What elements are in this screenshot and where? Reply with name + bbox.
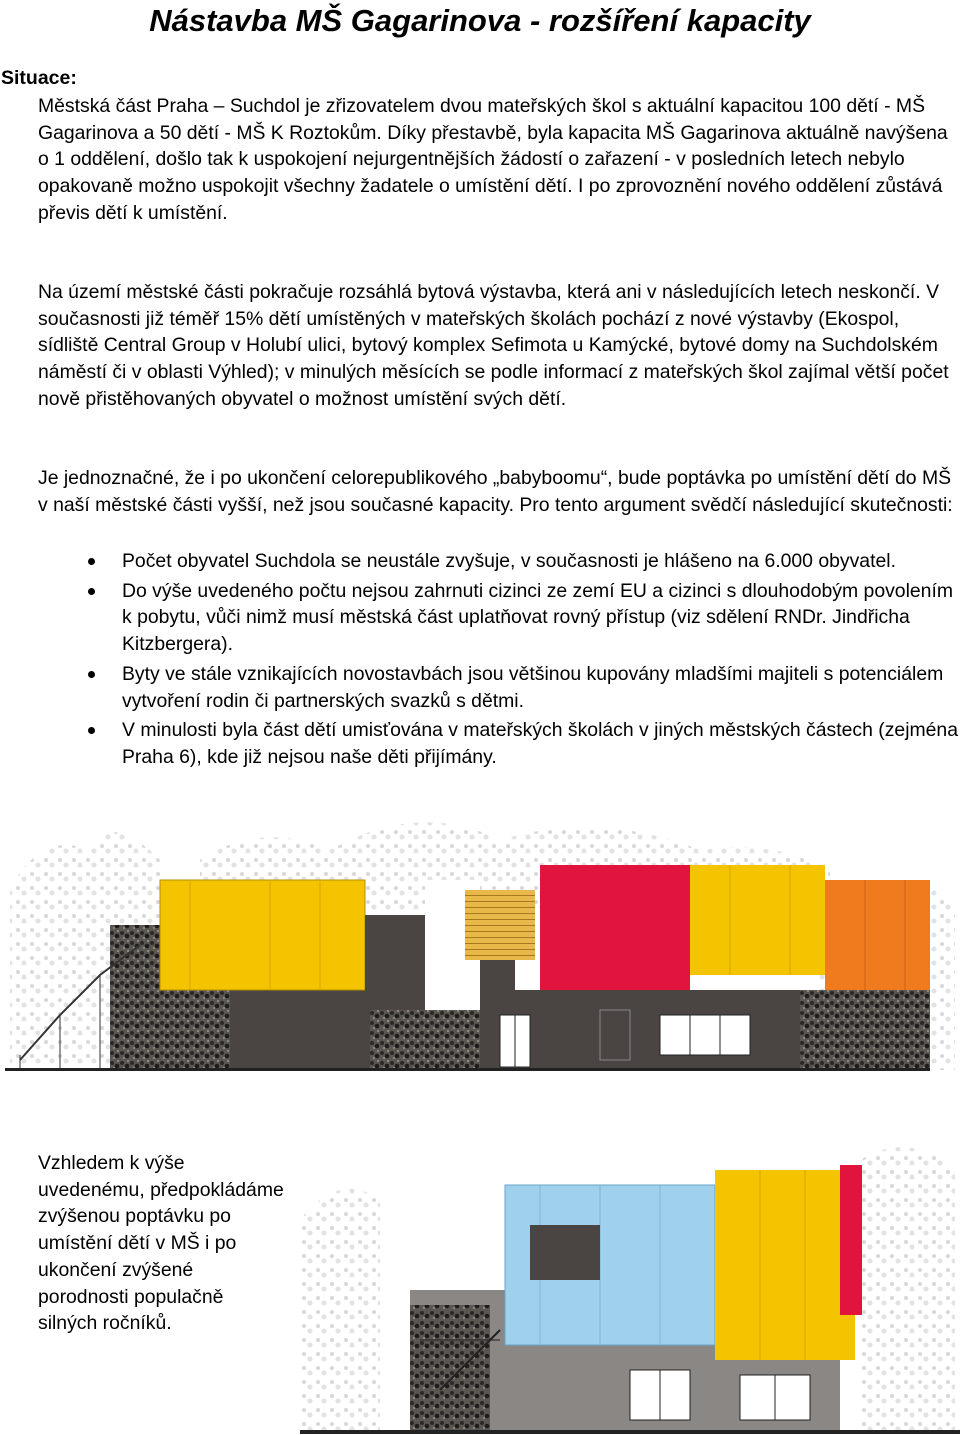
list-item: V minulosti byla část dětí umisťována v mateřských školách v jiných městských částech (zejména Praha 6), kde již nejsou naše děti přijímány. — [38, 717, 960, 770]
facade-elevation-side-image — [300, 1140, 960, 1435]
side-note: Vzhledem k výše uvedenému, předpokládáme zvýšenou poptávku po umístění dětí v MŠ i po ukončení zvýšené porodnosti populačně silných ročníků. — [38, 1152, 284, 1335]
paragraph-construction: Na území městské části pokračuje rozsáhlá bytová výstavba, která ani v následujících letech neskončí. V současnosti již téměř 15% dětí umístěných v mateřských školách pochází z nové výstavby (Ekospol, sídliště Central Group v Holubí ulici, bytový komplex Sefimota u Kamýcké, bytové domy na Suchdolském náměstí či v oblasti Výhled); v minulých měsících se podle informací z mateřských škol zajímal větší počet nově přistěhovaných obyvatel o možnost umístění svých dětí. — [38, 281, 949, 410]
list-item: Počet obyvatel Suchdola se neustále zvyšuje, v současnosti je hlášeno na 6.000 obyvatel. — [38, 548, 960, 575]
section-label-situace: Situace: — [1, 67, 77, 89]
page-title: Nástavba MŠ Gagarinova - rozšíření kapacity — [149, 3, 811, 38]
facts-list — [38, 548, 960, 774]
paragraph-intro: Městská část Praha – Suchdol je zřizovatelem dvou mateřských škol s aktuální kapacitou 100 dětí - MŠ Gagarinova a 50 dětí - MŠ K Roztokům. Díky přestavbě, byla kapacita MŠ Gagarinova aktuálně navýšena o 1 oddělení, došlo tak k uspokojení nejurgentnějších žádostí o zařazení - v posledních letech nebylo opakovaně možno uspokojit všechny žadatele o umístění dětí. I po zprovoznění nového oddělení zůstává převis dětí k umístění. — [38, 95, 948, 224]
bullet-dot-icon — [88, 727, 95, 734]
bullet-dot-icon — [88, 588, 95, 595]
list-item: Byty ve stále vznikajících novostavbách jsou většinou kupovány mladšími majiteli s potenciálem vytvoření rodin či partnerských svazků s dětmi. — [38, 661, 960, 714]
facade-elevation-front-image — [0, 800, 960, 1080]
list-item: Do výše uvedeného počtu nejsou zahrnuti cizinci ze zemí EU a cizinci s dlouhodobým povolením k pobytu, vůči nimž musí městská část uplatňovat rovný přístup (viz sdělení RNDr. Jindřicha Kitzbergera). — [38, 578, 960, 658]
paragraph-demand: Je jednoznačné, že i po ukončení celorepublikového „babyboomu“, bude poptávka po umístění dětí do MŠ v naší městské části vyšší, než jsou současné kapacity. Pro tento argument svědčí následující skutečnosti: — [38, 467, 953, 516]
bullet-dot-icon — [88, 558, 95, 565]
bullet-dot-icon — [88, 671, 95, 678]
